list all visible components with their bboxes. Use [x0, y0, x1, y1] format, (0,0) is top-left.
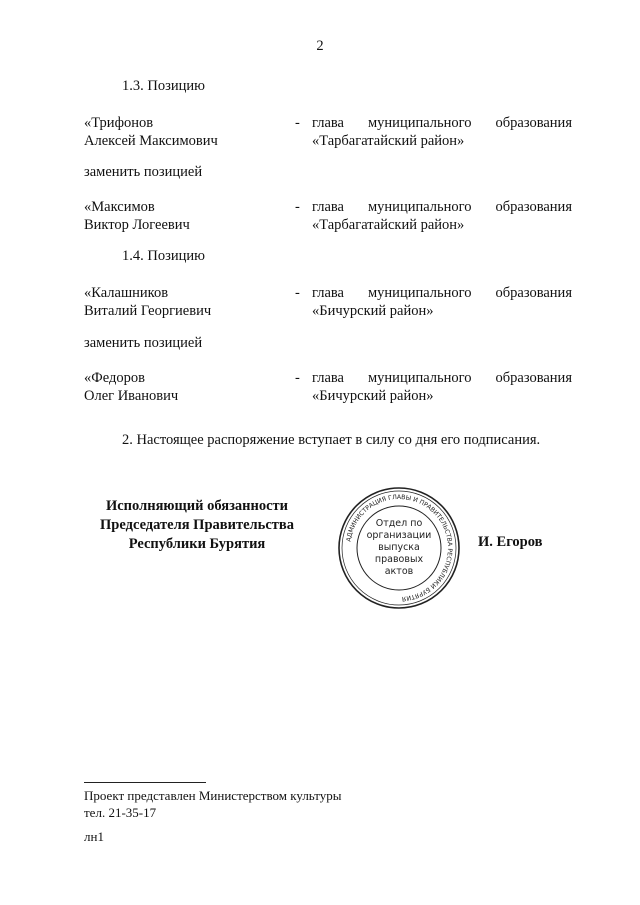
footer-code: лн1: [84, 829, 104, 844]
item-1-4-heading: 1.4. Позицию: [122, 248, 205, 264]
role-word: образования: [495, 285, 572, 301]
item-1-4-old-role-line2: «Бичурский район»: [312, 303, 434, 319]
official-stamp: [335, 484, 463, 612]
item-1-4-new-dash: -: [295, 370, 300, 386]
role-word: муниципального: [368, 115, 472, 131]
role-word: глава: [312, 199, 344, 215]
footer-rule: [84, 782, 206, 783]
signatory-title: [84, 497, 310, 554]
item-1-3-replace: заменить позицией: [84, 164, 203, 180]
role-word: муниципального: [368, 199, 472, 215]
item-1-4-new-role-line2: «Бичурский район»: [312, 388, 434, 404]
signatory-title-line: Республики Бурятия: [128, 536, 266, 552]
role-word: глава: [312, 285, 344, 301]
item-1-3-old-dash: -: [295, 115, 300, 131]
item-1-4-old-surname: «Калашников: [84, 285, 169, 301]
role-word: муниципального: [368, 370, 472, 386]
stamp-line: организации: [366, 530, 432, 541]
role-word: глава: [312, 370, 344, 386]
item-1-4-replace: заменить позицией: [84, 335, 203, 351]
item-1-3-new-name: Виктор Логеевич: [84, 217, 190, 233]
item-1-4-new-surname: «Федоров: [84, 370, 145, 386]
role-word: муниципального: [368, 285, 472, 301]
stamp-graphic: [335, 484, 463, 612]
signatory-title-line: Председателя Правительства: [100, 517, 294, 533]
footer-project-line: Проект представлен Министерством культуры: [84, 788, 342, 803]
item-1-3-new-role-line2: «Тарбагатайский район»: [312, 217, 465, 233]
role-word: образования: [495, 370, 572, 386]
role-word: глава: [312, 115, 344, 131]
page-number: 2: [316, 38, 324, 54]
item-1-3-old-role-line1: [312, 115, 572, 132]
signatory-title-line: Исполняющий обязанности: [105, 498, 289, 514]
stamp-line: Отдел по: [375, 518, 423, 529]
item-1-3-new-role-line1: [312, 199, 572, 216]
item-1-3-old-name: Алексей Максимович: [84, 133, 218, 149]
item-1-3-new-dash: -: [295, 199, 300, 215]
stamp-ring-text: АДМИНИСТРАЦИЯ ГЛАВЫ И ПРАВИТЕЛЬСТВА РЕСПУБЛИКИ БУРЯТИЯ: [345, 493, 454, 602]
stamp-line: правовых: [374, 554, 424, 565]
role-word: образования: [495, 115, 572, 131]
item-1-3-new-surname: «Максимов: [84, 199, 155, 215]
stamp-line: актов: [384, 566, 414, 577]
item-1-4-old-role-line1: [312, 285, 572, 302]
item-1-4-new-name: Олег Иванович: [84, 388, 179, 404]
item-1-4-old-dash: -: [295, 285, 300, 301]
item-1-3-heading: 1.3. Позицию: [122, 78, 205, 94]
role-word: образования: [495, 199, 572, 215]
item-1-4-old-name: Виталий Георгиевич: [84, 303, 212, 319]
item-2-text: 2. Настоящее распоряжение вступает в силу со дня его подписания.: [122, 432, 541, 448]
stamp-line: выпуска: [378, 542, 420, 553]
item-1-3-old-role-line2: «Тарбагатайский район»: [312, 133, 465, 149]
signer-name: И. Егоров: [478, 534, 543, 550]
item-1-3-old-surname: «Трифонов: [84, 115, 154, 131]
footer-phone: тел. 21-35-17: [84, 805, 157, 820]
item-1-4-new-role-line1: [312, 370, 572, 387]
